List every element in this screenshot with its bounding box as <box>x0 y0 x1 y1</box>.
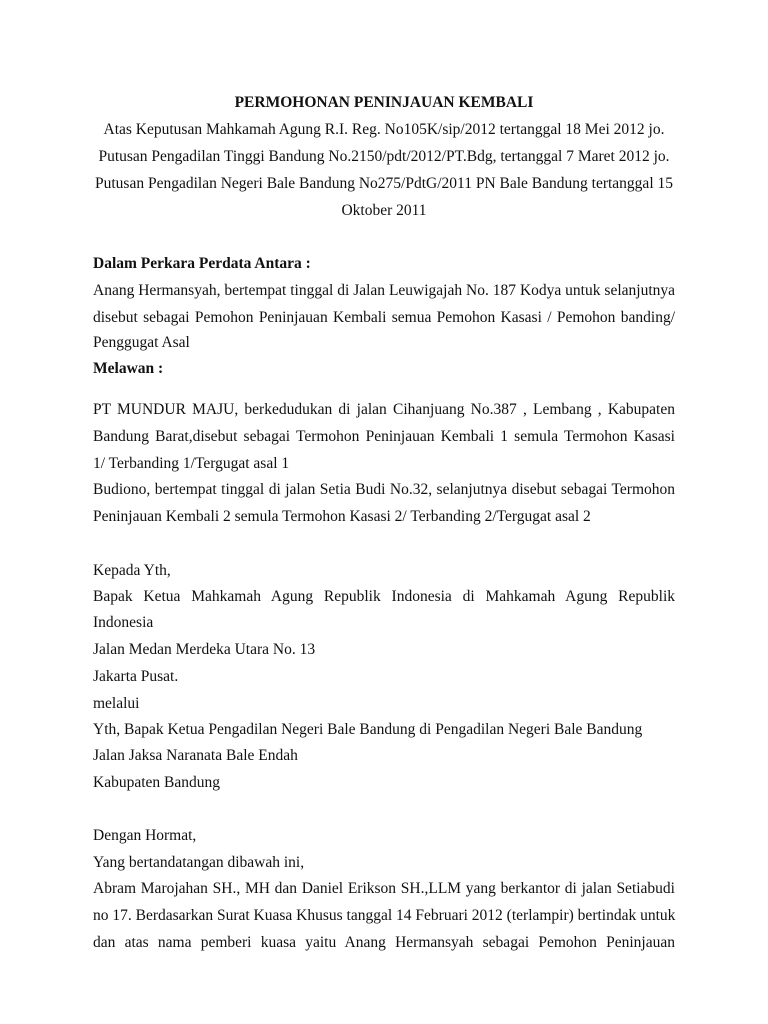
respondent2-line: Peninjauan Kembali 2 semula Termohon Kasasi 2/ Terbanding 2/Tergugat asal 2 <box>93 508 591 525</box>
plaintiff-line: disebut sebagai Pemohon Peninjauan Kembali semua Pemohon Kasasi / Pemohon banding/ <box>93 309 675 326</box>
body-line: Abram Marojahan SH., MH dan Daniel Erikson SH.,LLM yang berkantor di jalan Setiabudi <box>93 880 675 897</box>
addressee-line: Bapak Ketua Mahkamah Agung Republik Indonesia di Mahkamah Agung Republik <box>93 588 675 605</box>
addressee-line: Jakarta Pusat. <box>93 668 179 685</box>
plaintiff-line: Penggugat Asal <box>93 334 190 351</box>
header-line: Atas Keputusan Mahkamah Agung R.I. Reg. No105K/sip/2012 tertanggal 18 Mei 2012 jo. <box>103 121 665 138</box>
addressee-line: Kabupaten Bandung <box>93 774 220 791</box>
respondent1-line: PT MUNDUR MAJU, berkedudukan di jalan Cihanjuang No.387 , Lembang , Kabupaten <box>93 401 675 418</box>
addressee-line: melalui <box>93 695 140 712</box>
body-line: no 17. Berdasarkan Surat Kuasa Khusus tanggal 14 Februari 2012 (terlampir) bertindak untuk <box>93 907 676 924</box>
addressee-line: Kepada Yth, <box>93 562 171 579</box>
addressee-line: Jalan Jaksa Naranata Bale Endah <box>93 747 298 764</box>
respondent1-line: 1/ Terbanding 1/Tergugat asal 1 <box>93 455 290 472</box>
body-line: dan atas nama pemberi kuasa yaitu Anang Hermansyah sebagai Pemohon Peninjauan <box>93 934 675 951</box>
addressee-line: Indonesia <box>93 614 154 631</box>
addressee-line: Jalan Medan Merdeka Utara No. 13 <box>93 641 316 658</box>
header-line: Putusan Pengadilan Negeri Bale Bandung No275/PdtG/2011 PN Bale Bandung tertanggal 15 <box>94 175 673 192</box>
addressee-line: Yth, Bapak Ketua Pengadilan Negeri Bale Bandung di Pengadilan Negeri Bale Bandung <box>93 721 643 738</box>
salutation: Dengan Hormat, <box>93 827 197 844</box>
header-line: Putusan Pengadilan Tinggi Bandung No.2150/pdt/2012/PT.Bdg, tertanggal 7 Maret 2012 jo. <box>98 148 670 165</box>
parties-heading: Dalam Perkara Perdata Antara : <box>93 255 311 272</box>
respondent1-line: Bandung Barat,disebut sebagai Termohon Peninjauan Kembali 1 semula Termohon Kasasi <box>93 428 675 445</box>
header-line: Oktober 2011 <box>341 202 427 219</box>
respondent2-line: Budiono, bertempat tinggal di jalan Setia Budi No.32, selanjutnya disebut sebagai Termohon <box>93 481 675 498</box>
body-line: Yang bertandatangan dibawah ini, <box>93 854 305 871</box>
document-title: PERMOHONAN PENINJAUAN KEMBALI <box>234 94 534 111</box>
plaintiff-line: Anang Hermansyah, bertempat tinggal di Jalan Leuwigajah No. 187 Kodya untuk selanjutnya <box>93 282 675 299</box>
versus-heading: Melawan : <box>93 360 164 377</box>
